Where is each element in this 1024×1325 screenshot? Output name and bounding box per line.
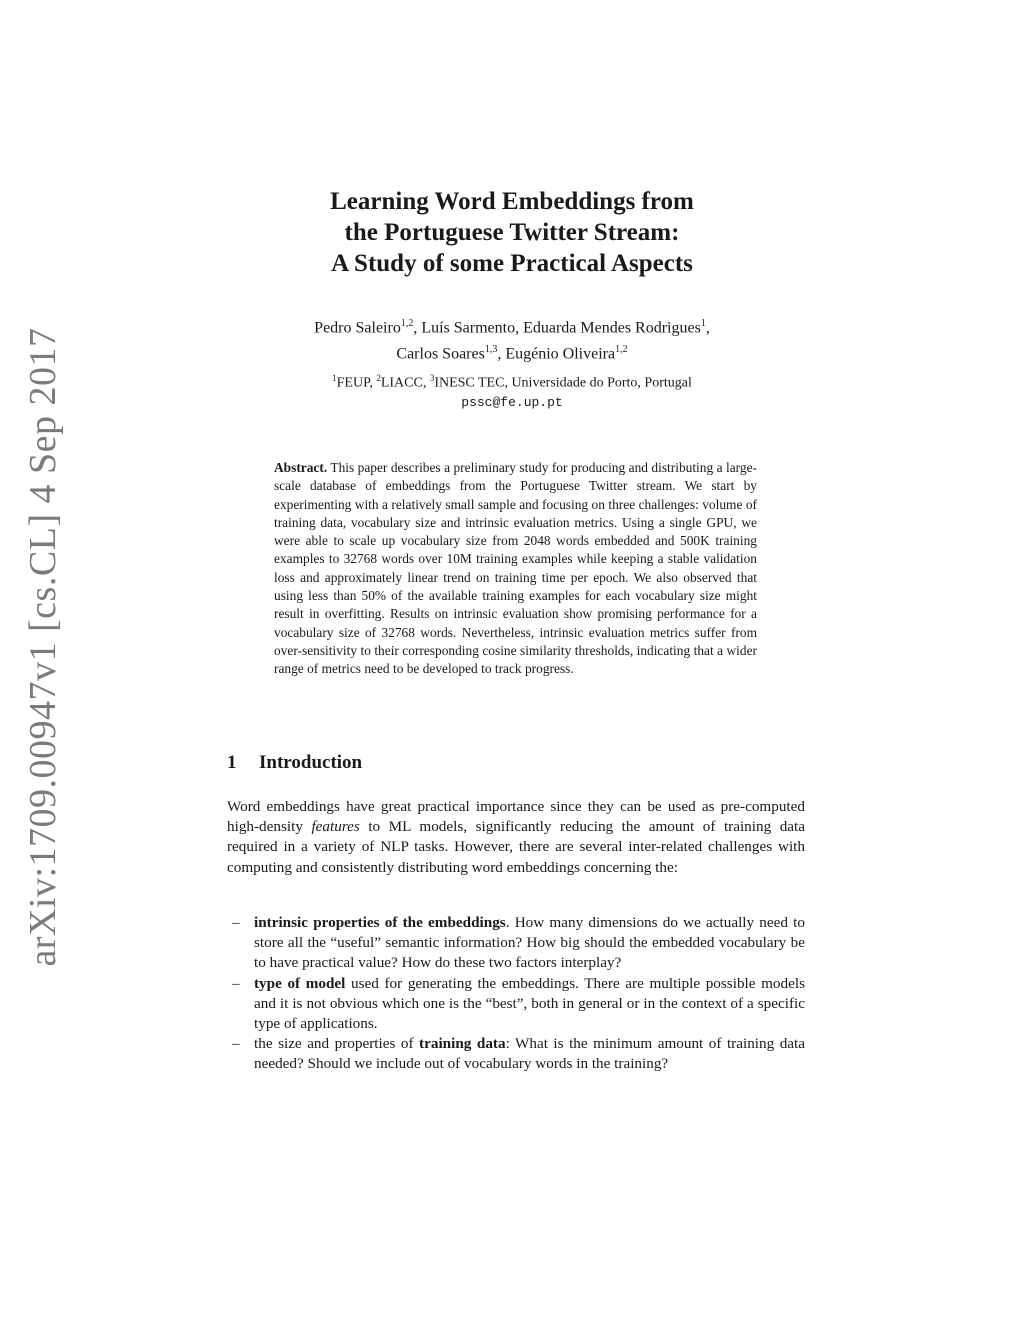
list-item: [227, 913, 805, 974]
arxiv-identifier: arXiv:1709.00947v1 [cs.CL] 4 Sep 2017: [22, 327, 64, 967]
affiliations: [0, 369, 1024, 412]
item-text: the size and properties of: [254, 1035, 420, 1053]
affiliation-name: FEUP: [336, 375, 370, 391]
author-line: Pedro Saleiro$^{1,2}$, Luís Sarmento, Eduarda Mendes Rodrigues$^1$,: [314, 318, 710, 337]
author-name: Eduarda Mendes Rodrigues: [523, 319, 701, 337]
item-text: . How many dimensions do we actually need to store all the “useful” semantic information? How big should the embedded vocabulary be to have practical value? How do these two factors interplay?: [254, 914, 805, 972]
author-affil-mark: 1,2: [400, 318, 414, 329]
dash-bullet: –: [232, 1035, 240, 1053]
item-text: : What is the minimum amount of training data needed? Should we include out of vocabulary words in the training?: [254, 1035, 806, 1073]
affil-mark: 1: [332, 373, 337, 383]
intro-text: to ML models, significantly reducing the amount of training data required in a variety of NLP tasks. However, there are several inter-related challenges with computing and consistently distributing word embeddings concerning the:: [227, 818, 805, 876]
item-text: used for generating the embeddings. There are multiple possible models and it is not obvious which one is the “best”, both in general or in the context of a specific type of applications.: [254, 974, 805, 1033]
title-line: A Study of some Practical Aspects: [331, 250, 693, 277]
dash-bullet: –: [232, 974, 240, 992]
author-line: Carlos Soares$^{1,3}$, Eugénio Oliveira$^{1,2}$: [396, 344, 628, 363]
dash-bullet: –: [232, 914, 240, 931]
abstract-label: Abstract.: [274, 460, 328, 475]
section-heading: [227, 752, 362, 774]
challenge-list: [227, 913, 805, 1075]
item-keyword: training data: [419, 1035, 506, 1053]
title-line: Learning Word Embeddings from: [330, 188, 694, 215]
list-item: [227, 974, 805, 1035]
author-list: [0, 313, 1024, 366]
affiliation-name: INESC TEC, Universidade do Porto, Portugal: [434, 375, 692, 391]
item-keyword: intrinsic properties of the embeddings: [254, 914, 506, 931]
author-name: Carlos Soares: [396, 345, 485, 363]
author-affil-mark: 1,2: [615, 344, 628, 356]
intro-text: Word embeddings have great practical importance since they can be used as pre-computed high-density: [227, 798, 805, 836]
author-affil-mark: 1: [700, 318, 706, 329]
list-item: [227, 1034, 805, 1074]
abstract-text: This paper describes a preliminary study for producing and distributing a large-scale database of embeddings from the Portuguese Twitter stream. We start by experimenting with a relatively small sample and focusing on three challenges: volume of training data, vocabulary size and intrinsic evaluation metrics. Using a single GPU, we were able to scale up vocabulary size from 2048 words embedded and 500K training examples to 32768 words over 10M training examples while keeping a stable validation loss and approximately linear trend on training time per epoch. We also observed that using less than 50% of the available training examples for each vocabulary size might result in overfitting. Results on intrinsic evaluation show promising performance for a vocabulary size of 32768 words. Nevertheless, intrinsic evaluation metrics suffer from over-sensitivity to their corresponding cosine similarity thresholds, indicating that a wider range of metrics need to be developed to track progress.: [274, 460, 757, 677]
author-name: Luís Sarmento: [421, 319, 516, 337]
intro-emphasis: features: [311, 818, 360, 836]
paper-title: [0, 186, 1024, 279]
author-affil-mark: 1,3: [484, 344, 498, 356]
contact-email[interactable]: pssc@fe.up.pt: [461, 394, 563, 410]
item-keyword: type of model: [254, 974, 346, 992]
section-number: 1: [227, 752, 237, 773]
author-name: Eugénio Oliveira: [505, 345, 616, 363]
affiliation-name: LIACC: [380, 375, 423, 391]
affil-mark: 2: [376, 373, 381, 383]
affil-mark: 3: [429, 373, 435, 383]
affiliation-line: $^1$FEUP, $^2$LIACC, $^3$INESC TEC, Universidade do Porto, Portugal: [332, 373, 692, 391]
section-title: Introduction: [259, 752, 363, 773]
author-name: Pedro Saleiro: [314, 319, 401, 337]
abstract: [274, 459, 757, 679]
intro-paragraph: [227, 797, 805, 878]
title-line: the Portuguese Twitter Stream:: [344, 219, 680, 246]
